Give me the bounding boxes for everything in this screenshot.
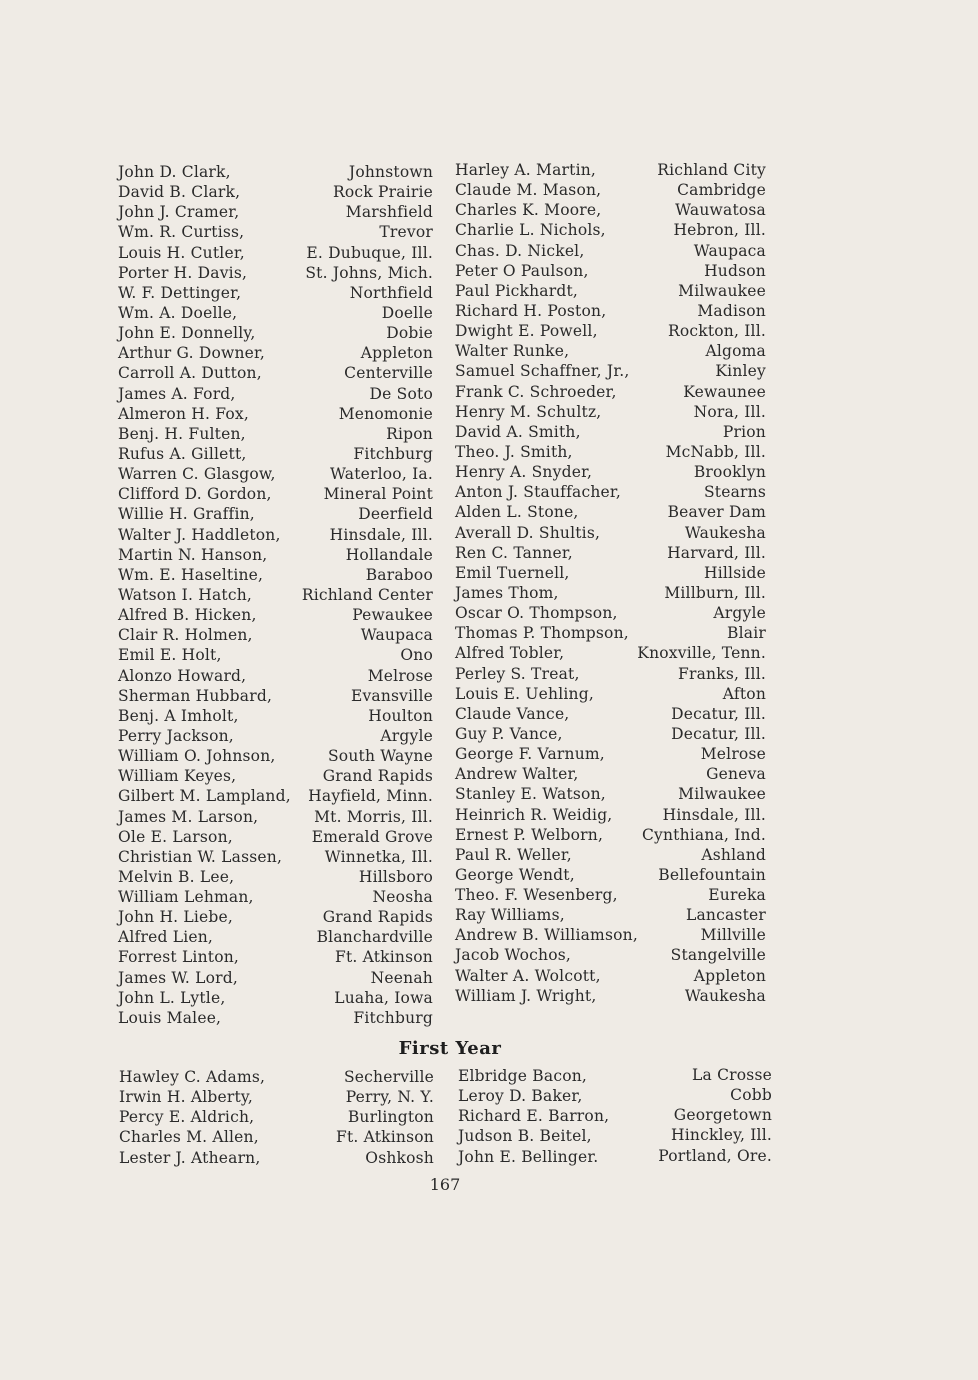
hometown: Fitchburg [353, 1008, 433, 1027]
hometown: Winnetka, Ill. [324, 847, 433, 866]
hometown: Hinsdale, Ill. [662, 805, 766, 824]
student-name: Perley S. Treat, [455, 664, 580, 683]
hometown: St. Johns, Mich. [305, 263, 433, 282]
student-name: Benj. A Imholt, [118, 706, 239, 725]
hometown: Decatur, Ill. [671, 724, 766, 743]
hometown: Centerville [344, 364, 433, 383]
hometown: Hebron, Ill. [673, 221, 766, 240]
student-name: Elbridge Bacon, [458, 1067, 588, 1085]
student-name: Charlie L. Nichols, [455, 221, 606, 240]
hometown: Madison [697, 301, 766, 320]
hometown: Hinsdale, Ill. [329, 525, 433, 544]
lower-left-places-column [280, 1067, 434, 1168]
student-name: John E. Donnelly, [118, 324, 256, 343]
student-name: Martin N. Hanson, [118, 545, 268, 564]
hometown: Deerfield [358, 505, 433, 524]
student-name: Dwight E. Powell, [455, 322, 598, 341]
student-name: Hawley C. Adams, [119, 1068, 266, 1086]
student-name: Leroy D. Baker, [458, 1087, 583, 1106]
hometown: Ono [400, 646, 433, 665]
student-name: Watson I. Hatch, [118, 585, 253, 604]
student-name: W. F. Dettinger, [118, 283, 242, 302]
student-name: John J. Cramer, [118, 203, 240, 222]
hometown: Cynthiana, Ind. [641, 825, 766, 844]
hometown: Dobie [386, 324, 433, 343]
hometown: Argyle [713, 604, 766, 623]
hometown: Ft. Atkinson [336, 1128, 434, 1147]
hometown: Eureka [708, 886, 766, 905]
student-name: Theo. J. Smith, [455, 442, 573, 461]
student-name: Claude M. Mason, [455, 181, 602, 200]
student-name: Emil Tuernell, [455, 563, 570, 582]
student-name: Alfred Tobler, [455, 644, 565, 663]
hometown: Baraboo [365, 565, 433, 584]
hometown: Waupaca [693, 241, 766, 260]
hometown: Appleton [693, 966, 766, 985]
hometown: La Crosse [692, 1066, 772, 1084]
hometown: McNabb, Ill. [665, 442, 766, 461]
hometown: Melrose [367, 666, 433, 685]
student-name: Alfred B. Hicken, [118, 606, 257, 625]
hometown: Hayfield, Minn. [308, 787, 433, 806]
hometown: Georgetown [673, 1106, 772, 1125]
hometown: Hillsboro [358, 867, 433, 886]
student-name: Stanley E. Watson, [455, 785, 606, 804]
student-name: David A. Smith, [455, 422, 581, 441]
student-name: Andrew Walter, [455, 765, 579, 784]
student-name: Clifford D. Gordon, [118, 485, 272, 504]
student-name: Walter A. Wolcott, [455, 966, 601, 985]
hometown: Mt. Morris, Ill. [314, 807, 433, 826]
hometown: Hudson [704, 261, 766, 280]
student-name: Claude Vance, [455, 704, 570, 723]
hometown: Afton [722, 684, 766, 703]
student-name: Lester J. Athearn, [119, 1148, 261, 1167]
hometown: Hinckley, Ill. [671, 1126, 772, 1145]
student-name: Irwin H. Alberty, [119, 1088, 253, 1107]
hometown: Waupaca [360, 626, 433, 645]
hometown: Bellefountain [658, 865, 766, 884]
student-name: Forrest Linton, [118, 948, 240, 967]
student-name: Emil E. Holt, [118, 646, 222, 665]
student-name: Charles K. Moore, [455, 201, 602, 220]
hometown: De Soto [369, 384, 433, 403]
student-name: Richard H. Poston, [455, 301, 607, 320]
hometown: Wauwatosa [675, 201, 766, 220]
hometown: Decatur, Ill. [671, 704, 766, 723]
student-name: John E. Bellinger. [458, 1147, 599, 1166]
student-name: William J. Wright, [455, 986, 597, 1005]
student-name: Ray Williams, [455, 906, 565, 925]
student-name: Guy P. Vance, [455, 724, 563, 743]
hometown: Waukesha [684, 523, 766, 542]
hometown: Grand Rapids [322, 908, 433, 927]
hometown: Rock Prairie [333, 183, 433, 202]
hometown: Nora, Ill. [693, 402, 766, 421]
student-name: Willie H. Graffin, [118, 505, 255, 524]
student-name: Alden L. Stone, [455, 503, 579, 522]
hometown: South Wayne [327, 747, 433, 766]
hometown: Rockton, Ill. [667, 322, 766, 341]
hometown: Menomonie [338, 404, 433, 423]
hometown: Grand Rapids [322, 767, 433, 786]
student-name: John H. Liebe, [118, 908, 234, 927]
student-name: Melvin B. Lee, [118, 867, 235, 886]
student-name: Benj. H. Fulten, [118, 424, 246, 443]
student-name: Porter H. Davis, [118, 263, 248, 282]
hometown: Harvard, Ill. [667, 543, 766, 562]
lower-right-places-column [620, 1065, 772, 1166]
student-name: Alfred Lien, [118, 928, 214, 947]
student-name: Oscar O. Thompson, [455, 604, 618, 623]
student-name: Louis E. Uehling, [455, 684, 594, 703]
hometown: Milwaukee [678, 785, 766, 804]
hometown: Oshkosh [365, 1148, 434, 1167]
student-name: Jacob Wochos, [455, 946, 572, 965]
student-name: Andrew B. Williamson, [455, 926, 638, 945]
hometown: Argyle [380, 726, 433, 745]
student-name: Gilbert M. Lampland, [118, 787, 291, 806]
hometown: Algoma [705, 342, 766, 361]
student-name: John L. Lytle, [118, 988, 226, 1007]
student-name: Sherman Hubbard, [118, 686, 273, 705]
student-name: Warren C. Glasgow, [118, 465, 276, 484]
hometown: Mineral Point [323, 485, 433, 504]
student-name: Harley A. Martin, [455, 161, 597, 179]
hometown: Marshfield [345, 203, 433, 222]
hometown: Pewaukee [352, 606, 433, 625]
hometown: Ripon [386, 424, 433, 443]
hometown: Brooklyn [693, 463, 766, 482]
hometown: Hillside [704, 563, 766, 582]
student-name: Henry A. Snyder, [455, 463, 593, 482]
hometown: Franks, Ill. [678, 664, 766, 683]
hometown: Richland Center [301, 585, 433, 604]
hometown: Stearns [703, 483, 766, 502]
student-name: Alonzo Howard, [118, 666, 247, 685]
hometown: Kewaunee [683, 382, 766, 401]
hometown: Beaver Dam [667, 503, 766, 522]
upper-right-names-column [455, 160, 645, 1006]
student-name: Ren C. Tanner, [455, 543, 573, 562]
hometown: Kinley [715, 362, 766, 381]
hometown: Waterloo, Ia. [329, 465, 433, 484]
hometown: Evansville [350, 686, 433, 705]
student-name: Thomas P. Thompson, [455, 624, 629, 643]
student-name: George F. Varnum, [455, 745, 605, 764]
upper-right-places-column [620, 160, 766, 1006]
hometown: Luaha, Iowa [334, 988, 433, 1007]
student-name: John D. Clark, [118, 163, 231, 181]
student-name: Clair R. Holmen, [118, 626, 253, 645]
hometown: Melrose [700, 745, 766, 764]
hometown: Knoxville, Tenn. [637, 644, 766, 663]
hometown: Blair [727, 624, 766, 643]
hometown: Waukesha [684, 986, 766, 1005]
student-name: Richard E. Barron, [458, 1107, 610, 1126]
hometown: Emerald Grove [311, 827, 433, 846]
upper-left-places-column [280, 162, 433, 1028]
hometown: Perry, N. Y. [345, 1088, 434, 1107]
student-name: James M. Larson, [118, 807, 259, 826]
student-name: Wm. R. Curtiss, [118, 223, 245, 242]
student-name: Peter O Paulson, [455, 261, 589, 280]
student-name: Almeron H. Fox, [118, 404, 249, 423]
hometown: Doelle [381, 303, 433, 322]
hometown: Burlington [347, 1108, 434, 1127]
student-name: Christian W. Lassen, [118, 847, 283, 866]
hometown: Stangelville [670, 946, 766, 965]
hometown: Appleton [360, 344, 433, 363]
section-heading: First Year [398, 1038, 502, 1059]
student-name: Percy E. Aldrich, [119, 1108, 255, 1127]
student-name: Chas. D. Nickel, [455, 241, 585, 260]
hometown: Millville [700, 926, 766, 945]
hometown: Northfield [349, 283, 433, 302]
student-name: William Keyes, [118, 767, 237, 786]
student-name: Frank C. Schroeder, [455, 382, 617, 401]
student-name: Paul R. Weller, [455, 845, 572, 864]
student-name: Averall D. Shultis, [455, 523, 601, 542]
hometown: Houlton [368, 706, 433, 725]
hometown: Neosha [372, 888, 433, 907]
hometown: Blanchardville [316, 928, 433, 947]
student-name: George Wendt, [455, 865, 575, 884]
page-number: 167 [429, 1175, 461, 1194]
hometown: Ft. Atkinson [335, 948, 433, 967]
student-name: Henry M. Schultz, [455, 402, 602, 421]
student-name: Charles M. Allen, [119, 1128, 259, 1147]
hometown: Fitchburg [353, 444, 433, 463]
hometown: Geneva [706, 765, 766, 784]
student-name: Theo. F. Wesenberg, [455, 886, 618, 905]
hometown: Hollandale [345, 545, 433, 564]
student-name: Heinrich R. Weidig, [455, 805, 613, 824]
hometown: Neenah [370, 968, 433, 987]
student-name: William O. Johnson, [118, 747, 276, 766]
hometown: Trevor [379, 223, 433, 242]
student-name: Arthur G. Downer, [118, 344, 266, 363]
hometown: Cobb [730, 1086, 772, 1105]
student-name: James Thom, [455, 583, 559, 602]
hometown: Cambridge [677, 181, 766, 200]
student-name: David B. Clark, [118, 183, 241, 202]
student-name: Paul Pickhardt, [455, 281, 579, 300]
student-name: Wm. E. Haseltine, [118, 565, 264, 584]
student-name: Anton J. Stauffacher, [455, 483, 621, 502]
student-name: James W. Lord, [118, 968, 238, 987]
student-name: Walter J. Haddleton, [118, 525, 281, 544]
student-name: Carroll A. Dutton, [118, 364, 262, 383]
hometown: Secherville [343, 1068, 434, 1086]
student-name: Louis Malee, [118, 1008, 222, 1027]
student-name: William Lehman, [118, 888, 254, 907]
student-name: Perry Jackson, [118, 726, 234, 745]
student-name: Judson B. Beitel, [458, 1127, 592, 1146]
student-name: Rufus A. Gillett, [118, 444, 247, 463]
hometown: Prion [722, 422, 766, 441]
hometown: Lancaster [685, 906, 766, 925]
student-name: Louis H. Cutler, [118, 243, 245, 262]
hometown: Richland City [657, 161, 766, 179]
hometown: Milwaukee [678, 281, 766, 300]
hometown: Ashland [701, 845, 766, 864]
hometown: Millburn, Ill. [664, 583, 766, 602]
student-name: Walter Runke, [455, 342, 570, 361]
hometown: Johnstown [348, 163, 433, 181]
hometown: E. Dubuque, Ill. [306, 243, 433, 262]
student-name: Wm. A. Doelle, [118, 303, 238, 322]
hometown: Portland, Ore. [658, 1146, 772, 1165]
student-name: Ole E. Larson, [118, 827, 233, 846]
student-name: James A. Ford, [118, 384, 236, 403]
student-name: Ernest P. Welborn, [455, 825, 604, 844]
student-name: Samuel Schaffner, Jr., [455, 362, 630, 381]
